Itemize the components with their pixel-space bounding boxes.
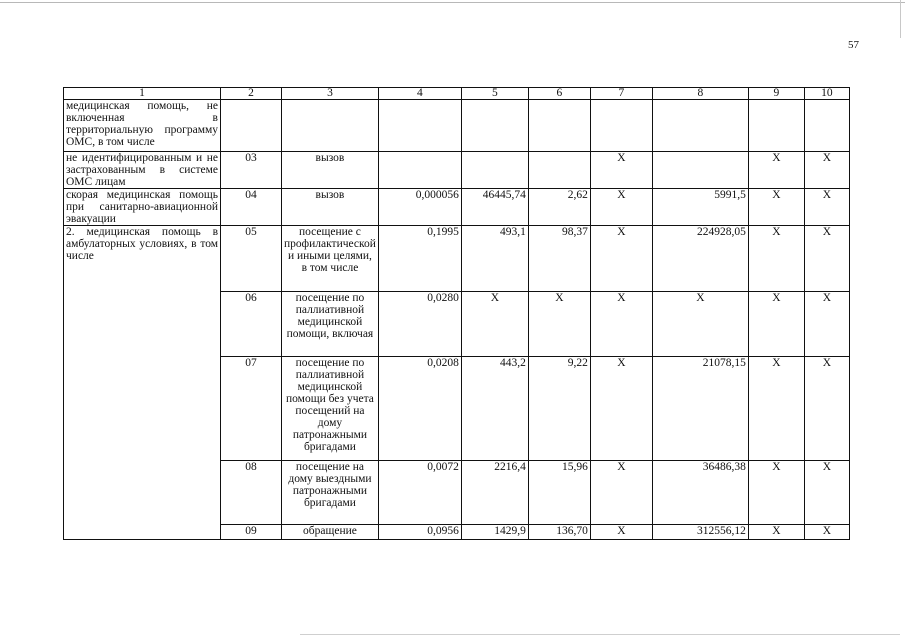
unit-cell: обращение bbox=[282, 525, 379, 540]
cost-cell: Х bbox=[461, 292, 528, 357]
col7-cell: Х bbox=[590, 461, 652, 525]
col8-cell: 21078,15 bbox=[652, 357, 748, 461]
col7-cell: Х bbox=[590, 292, 652, 357]
col8-cell: 224928,05 bbox=[652, 226, 748, 292]
col9-cell: Х bbox=[748, 292, 804, 357]
page-number: 57 bbox=[848, 39, 859, 51]
table-row bbox=[64, 189, 850, 226]
col9-cell: Х bbox=[748, 525, 804, 540]
col9-cell: Х bbox=[748, 152, 804, 189]
volume-cell: 0,0208 bbox=[378, 357, 461, 461]
unit-cell: посещение с профилактической и иными целями, в том числе bbox=[282, 226, 379, 292]
cost-cell: 493,1 bbox=[461, 226, 528, 292]
cost-cell: 46445,74 bbox=[461, 189, 528, 226]
col10-cell: Х bbox=[804, 525, 849, 540]
cost-cell: 1429,9 bbox=[461, 525, 528, 540]
table-row bbox=[64, 226, 850, 292]
col8-cell bbox=[652, 152, 748, 189]
per-capita-cell: 15,96 bbox=[528, 461, 590, 525]
col9-cell bbox=[748, 100, 804, 152]
per-capita-cell: 2,62 bbox=[528, 189, 590, 226]
header-cell-3: 3 bbox=[282, 88, 379, 100]
col9-cell: Х bbox=[748, 226, 804, 292]
row-code-cell: 04 bbox=[221, 189, 282, 226]
header-cell-2: 2 bbox=[221, 88, 282, 100]
col8-cell: 5991,5 bbox=[652, 189, 748, 226]
col7-cell: Х bbox=[590, 152, 652, 189]
unit-cell: вызов bbox=[282, 152, 379, 189]
volume-cell bbox=[378, 100, 461, 152]
row-code-cell: 05 bbox=[221, 226, 282, 292]
col10-cell: Х bbox=[804, 357, 849, 461]
per-capita-cell: 9,22 bbox=[528, 357, 590, 461]
col7-cell: Х bbox=[590, 357, 652, 461]
per-capita-cell bbox=[528, 152, 590, 189]
per-capita-cell bbox=[528, 100, 590, 152]
col7-cell bbox=[590, 100, 652, 152]
cost-cell: 2216,4 bbox=[461, 461, 528, 525]
row-code-cell: 03 bbox=[221, 152, 282, 189]
col7-cell: Х bbox=[590, 226, 652, 292]
unit-cell: посещение на дому выездными патронажными бригадами bbox=[282, 461, 379, 525]
header-cell-8: 8 bbox=[652, 88, 748, 100]
scan-edge-top bbox=[0, 2, 905, 3]
col8-cell: 36486,38 bbox=[652, 461, 748, 525]
volume-cell: 0,1995 bbox=[378, 226, 461, 292]
row-code-cell: 06 bbox=[221, 292, 282, 357]
col8-cell bbox=[652, 100, 748, 152]
col10-cell: Х bbox=[804, 292, 849, 357]
header-row bbox=[64, 88, 850, 100]
per-capita-cell: 98,37 bbox=[528, 226, 590, 292]
table-row bbox=[64, 152, 850, 189]
col9-cell: Х bbox=[748, 189, 804, 226]
volume-cell bbox=[378, 152, 461, 189]
row-code-cell: 09 bbox=[221, 525, 282, 540]
unit-cell: вызов bbox=[282, 189, 379, 226]
unit-cell: посещение по паллиативной медицинской помощи без учета посещений на дому патронажными бригадами bbox=[282, 357, 379, 461]
volume-cell: 0,0956 bbox=[378, 525, 461, 540]
col10-cell: Х bbox=[804, 152, 849, 189]
row-label-cell: не идентифицированным и не застрахованным в системе ОМС лицам bbox=[64, 152, 221, 189]
col8-cell: Х bbox=[652, 292, 748, 357]
row-code-cell: 08 bbox=[221, 461, 282, 525]
data-table bbox=[63, 87, 850, 540]
header-cell-4: 4 bbox=[378, 88, 461, 100]
header-cell-10: 10 bbox=[804, 88, 849, 100]
col7-cell: Х bbox=[590, 525, 652, 540]
per-capita-cell: 136,70 bbox=[528, 525, 590, 540]
header-cell-1: 1 bbox=[64, 88, 221, 100]
cost-cell: 443,2 bbox=[461, 357, 528, 461]
col10-cell: Х bbox=[804, 189, 849, 226]
header-cell-7: 7 bbox=[590, 88, 652, 100]
volume-cell: 0,000056 bbox=[378, 189, 461, 226]
header-cell-6: 6 bbox=[528, 88, 590, 100]
section-label-cell: 2. медицинская помощь в амбулаторных условиях, в том числе bbox=[64, 226, 221, 540]
col9-cell: Х bbox=[748, 357, 804, 461]
col10-cell: Х bbox=[804, 461, 849, 525]
col10-cell: Х bbox=[804, 226, 849, 292]
scan-edge-bottom bbox=[300, 634, 900, 635]
row-code-cell: 07 bbox=[221, 357, 282, 461]
volume-cell: 0,0280 bbox=[378, 292, 461, 357]
cost-cell bbox=[461, 152, 528, 189]
header-cell-9: 9 bbox=[748, 88, 804, 100]
per-capita-cell: Х bbox=[528, 292, 590, 357]
row-label-cell: скорая медицинская помощь при санитарно-авиационной эвакуации bbox=[64, 189, 221, 226]
col10-cell bbox=[804, 100, 849, 152]
col8-cell: 312556,12 bbox=[652, 525, 748, 540]
cost-cell bbox=[461, 100, 528, 152]
unit-cell: посещение по паллиативной медицинской помощи, включая bbox=[282, 292, 379, 357]
row-label-cell: медицинская помощь, не включенная в территориальную программу ОМС, в том числе bbox=[64, 100, 221, 152]
table-row bbox=[64, 100, 850, 152]
row-code-cell bbox=[221, 100, 282, 152]
header-cell-5: 5 bbox=[461, 88, 528, 100]
scan-edge-right bbox=[900, 0, 901, 38]
col7-cell: Х bbox=[590, 189, 652, 226]
col9-cell: Х bbox=[748, 461, 804, 525]
unit-cell bbox=[282, 100, 379, 152]
volume-cell: 0,0072 bbox=[378, 461, 461, 525]
